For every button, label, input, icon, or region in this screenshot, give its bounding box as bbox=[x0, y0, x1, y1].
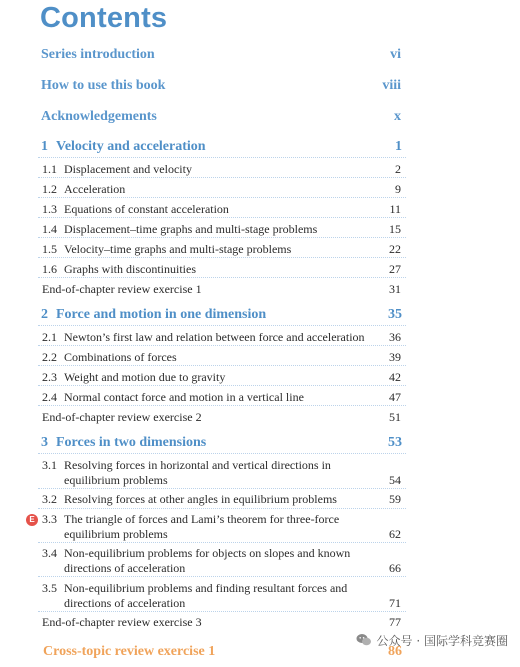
section-title: Combinations of forces bbox=[64, 350, 177, 364]
divider bbox=[38, 257, 406, 258]
divider bbox=[38, 157, 406, 158]
section-title: Acceleration bbox=[64, 182, 126, 196]
section-number: 2.2 bbox=[42, 350, 57, 364]
section-page: 54 bbox=[389, 473, 401, 487]
divider bbox=[38, 508, 406, 509]
section-title: Resolving forces at other angles in equilibrium problems bbox=[64, 492, 337, 506]
section-page: 36 bbox=[389, 330, 401, 344]
toc-entry-page: vi bbox=[390, 47, 401, 62]
wechat-icon bbox=[356, 633, 372, 647]
section-number: 3.3 bbox=[42, 512, 57, 526]
toc-entry-label: Series introduction bbox=[41, 47, 155, 62]
divider bbox=[38, 217, 406, 218]
review-title: End-of-chapter review exercise 1 bbox=[42, 282, 202, 296]
section-number: 3.1 bbox=[42, 458, 57, 472]
review-title: End-of-chapter review exercise 2 bbox=[42, 410, 202, 424]
cross-topic-title: Cross-topic review exercise 1 bbox=[43, 644, 216, 659]
divider bbox=[38, 453, 406, 454]
review-page: 77 bbox=[389, 615, 401, 629]
section-number: 3.5 bbox=[42, 581, 57, 595]
section-page: 2 bbox=[395, 162, 401, 176]
section-title: Non-equilibrium problems and finding resultant forces and bbox=[64, 581, 348, 595]
divider bbox=[38, 365, 406, 366]
chapter-page: 1 bbox=[395, 139, 402, 154]
section-page: 62 bbox=[389, 527, 401, 541]
divider bbox=[38, 177, 406, 178]
divider bbox=[38, 488, 406, 489]
section-title-continued: equilibrium problems bbox=[64, 473, 168, 487]
review-page: 31 bbox=[389, 282, 401, 296]
section-number: 1.3 bbox=[42, 202, 57, 216]
section-number: 3.2 bbox=[42, 492, 57, 506]
section-title-continued: equilibrium problems bbox=[64, 527, 168, 541]
section-number: 2.3 bbox=[42, 370, 57, 384]
review-page: 51 bbox=[389, 410, 401, 424]
section-title: Non-equilibrium problems for objects on slopes and known bbox=[64, 546, 351, 560]
section-title: Newton’s first law and relation between force and acceleration bbox=[64, 330, 365, 344]
divider bbox=[38, 197, 406, 198]
watermark bbox=[356, 628, 508, 652]
section-title: Normal contact force and motion in a vertical line bbox=[64, 390, 304, 404]
section-page: 42 bbox=[389, 370, 401, 384]
section-page: 66 bbox=[389, 561, 401, 575]
divider bbox=[38, 277, 406, 278]
section-page: 15 bbox=[389, 222, 401, 236]
section-page: 47 bbox=[389, 390, 401, 404]
divider bbox=[38, 611, 406, 612]
section-title: Weight and motion due to gravity bbox=[64, 370, 226, 384]
section-title: Displacement–time graphs and multi-stage problems bbox=[64, 222, 318, 236]
section-title: Velocity–time graphs and multi-stage problems bbox=[64, 242, 292, 256]
toc-entry-page: viii bbox=[382, 78, 401, 93]
divider bbox=[38, 542, 406, 543]
section-number: 1.1 bbox=[42, 162, 57, 176]
divider bbox=[38, 405, 406, 406]
divider bbox=[38, 237, 406, 238]
toc-entry-label: How to use this book bbox=[41, 78, 166, 93]
section-title: Graphs with discontinuities bbox=[64, 262, 196, 276]
chapter-number: 3 bbox=[41, 435, 48, 450]
review-title: End-of-chapter review exercise 3 bbox=[42, 615, 202, 629]
divider bbox=[38, 385, 406, 386]
section-number: 1.4 bbox=[42, 222, 57, 236]
section-title: Equations of constant acceleration bbox=[64, 202, 229, 216]
cross-topic-page: 86 bbox=[388, 644, 402, 659]
chapter-page: 53 bbox=[388, 435, 402, 450]
section-number: 1.5 bbox=[42, 242, 57, 256]
divider bbox=[38, 325, 406, 326]
section-number: 3.4 bbox=[42, 546, 57, 560]
chapter-page: 35 bbox=[388, 307, 402, 322]
section-number: 1.6 bbox=[42, 262, 57, 276]
section-page: 39 bbox=[389, 350, 401, 364]
chapter-number: 1 bbox=[41, 139, 48, 154]
section-title-continued: directions of acceleration bbox=[64, 561, 186, 575]
section-page: 27 bbox=[389, 262, 401, 276]
section-page: 22 bbox=[389, 242, 401, 256]
divider bbox=[38, 576, 406, 577]
chapter-title: Forces in two dimensions bbox=[56, 435, 207, 450]
section-title-continued: directions of acceleration bbox=[64, 596, 186, 610]
toc-entry-label: Acknowledgements bbox=[41, 109, 157, 124]
section-number: 1.2 bbox=[42, 182, 57, 196]
extension-badge: E bbox=[26, 514, 38, 526]
section-title: Resolving forces in horizontal and vertical directions in bbox=[64, 458, 331, 472]
section-number: 2.1 bbox=[42, 330, 57, 344]
chapter-title: Velocity and acceleration bbox=[56, 139, 206, 154]
section-title: Displacement and velocity bbox=[64, 162, 192, 176]
watermark-text: 公众号 · 国际学科竞赛圈 bbox=[376, 633, 508, 648]
section-title: The triangle of forces and Lami’s theorem for three-force bbox=[64, 512, 340, 526]
toc-entry-page: x bbox=[394, 109, 401, 124]
chapter-title: Force and motion in one dimension bbox=[56, 307, 267, 322]
section-number: 2.4 bbox=[42, 390, 57, 404]
chapter-number: 2 bbox=[41, 307, 48, 322]
section-page: 11 bbox=[389, 202, 401, 216]
page-title: Contents bbox=[40, 2, 168, 34]
section-page: 59 bbox=[389, 492, 401, 506]
divider bbox=[38, 345, 406, 346]
section-page: 71 bbox=[389, 596, 401, 610]
section-page: 9 bbox=[395, 182, 401, 196]
